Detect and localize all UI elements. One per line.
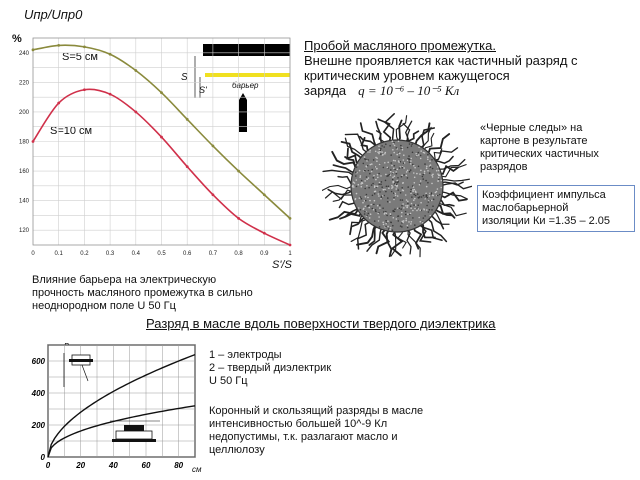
surface-discharge-chart	[20, 335, 220, 475]
tracks-caption-line: «Черные следы» на	[480, 122, 583, 134]
tracks-caption-line: критических частичных	[480, 148, 599, 160]
data-point	[237, 217, 240, 220]
barrier-caption-line: Влияние барьера на электрическую	[32, 274, 217, 286]
data-point	[32, 140, 35, 143]
x-tick-label: 1	[288, 251, 292, 257]
barrier-chart	[0, 0, 300, 290]
barrier-caption-line: неоднородном поле U 50 Гц	[32, 300, 176, 312]
data-point	[109, 53, 112, 56]
barrier-chart-svg	[0, 0, 300, 290]
legend-dielectric: 2 – твердый диэлектрик	[209, 362, 332, 374]
heading-block	[304, 38, 634, 98]
x-tick-label: 0.3	[105, 251, 115, 257]
section-title: Разряд в масле вдоль поверхности твердого диэлектрика	[146, 316, 496, 331]
data-point	[83, 45, 86, 48]
x-tick-label: 0.2	[80, 251, 89, 257]
y-title: Uпр/Uпр0	[24, 7, 83, 22]
inset-s-label: S	[181, 72, 188, 83]
bottom-y-tick: 200	[31, 421, 45, 430]
impulse-coefficient-box	[477, 185, 635, 232]
barrier-caption-line: прочность масляного промежутка в сильно	[32, 287, 253, 299]
heading-title: Пробой масляного промежутка.	[304, 38, 496, 53]
data-point	[134, 69, 137, 72]
data-point	[186, 118, 189, 121]
data-point	[57, 102, 60, 105]
data-point	[57, 44, 60, 47]
data-point	[186, 165, 189, 168]
data-point	[160, 136, 163, 139]
data-point	[263, 232, 266, 235]
inset-s-prime-label: S'	[199, 85, 207, 95]
heading-line3: критическим уровнем кажущегося	[304, 68, 510, 83]
corona-note-line: Коронный и скользящий разряды в масле	[209, 405, 424, 417]
corona-note-line: интенсивностью большей 10^-9 Кл	[209, 418, 388, 430]
bottom-y-tick: 600	[31, 357, 45, 366]
corona-note	[209, 405, 479, 457]
electrode-tip	[239, 93, 247, 100]
y-tick-label: 180	[18, 139, 29, 146]
bottom-x-unit: см	[192, 465, 202, 474]
bottom-x-tick: 0	[45, 461, 51, 470]
x-tick-label: 0.1	[54, 251, 63, 257]
data-point	[263, 193, 266, 196]
bottom-electrode	[239, 100, 247, 132]
coef-line: Коэффициент импульса	[482, 189, 606, 201]
inset-barrier-label: барьер	[232, 81, 259, 90]
discharge-trace-image	[322, 108, 472, 263]
tracks-caption	[480, 122, 638, 174]
coef-line: изоляции Ки =1.35 – 2.05	[482, 215, 611, 227]
data-point	[289, 217, 292, 220]
tracks-caption-line: разрядов	[480, 161, 528, 173]
y-tick-label: 240	[18, 50, 29, 57]
bottom-x-tick: 20	[76, 461, 86, 470]
x-tick-label: 0	[31, 251, 35, 257]
y-tick-label: 140	[18, 198, 29, 205]
data-point	[212, 193, 215, 196]
x-tick-label: 0.6	[183, 251, 192, 257]
series-label-5: S=5 см	[62, 51, 98, 63]
y-tick-label: 220	[18, 80, 29, 87]
coef-line: маслобарьерной	[482, 202, 569, 214]
bottom-x-tick: 40	[108, 461, 118, 470]
data-point	[212, 145, 215, 148]
barrier-caption	[32, 274, 312, 313]
x-tick-label: 0.8	[234, 251, 243, 257]
data-point	[134, 111, 137, 114]
y-unit: %	[12, 33, 22, 45]
data-point	[237, 170, 240, 173]
data-point	[109, 93, 112, 96]
bottom-y-tick: 400	[31, 389, 45, 398]
x-tick-label: 0.9	[260, 251, 269, 257]
x-tick-label: 0.4	[131, 251, 140, 257]
x-title: S'/S	[272, 259, 292, 271]
barrier-bar	[205, 73, 290, 77]
y-tick-label: 160	[18, 169, 29, 176]
grid	[33, 38, 290, 245]
y-tick-label: 120	[18, 228, 29, 235]
legend-electrodes: 1 – электроды	[209, 349, 282, 361]
legend-frequency: U 50 Гц	[209, 375, 248, 387]
data-point	[32, 48, 35, 51]
heading-line4: заряда	[304, 83, 347, 98]
bottom-y-tick: 0	[40, 453, 45, 462]
data-point	[83, 88, 86, 91]
series-label-10: S=10 см	[50, 125, 93, 137]
bottom-legend	[209, 349, 409, 388]
x-tick-label: 0.7	[208, 251, 218, 257]
corona-note-line: целлюлозу	[209, 444, 265, 456]
heading-line2: Внешне проявляется как частичный разряд с	[304, 53, 578, 68]
data-point	[160, 91, 163, 94]
y-tick-label: 200	[18, 109, 29, 116]
corona-note-line: недопустимы, т.к. разлагают масло и	[209, 431, 398, 443]
x-tick-label: 0.5	[157, 251, 166, 257]
tracks-caption-line: картоне в результате	[480, 135, 588, 147]
data-point	[289, 244, 292, 247]
charge-formula: q = 10⁻⁶ – 10⁻⁵ Кл	[358, 83, 460, 98]
bottom-x-tick: 80	[174, 461, 184, 470]
top-electrode	[203, 44, 290, 56]
bottom-x-tick: 60	[141, 461, 151, 470]
